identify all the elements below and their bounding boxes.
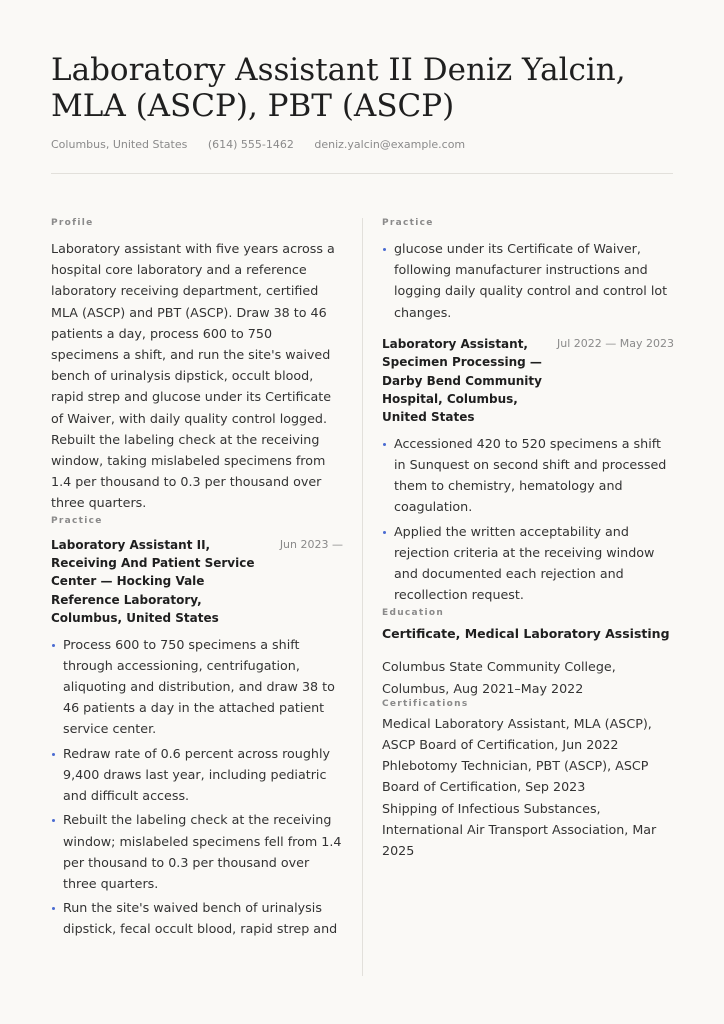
list-item: Run the site's waived bench of urinalysis dipstick, fecal occult blood, rapid strep and: [51, 897, 343, 939]
column-divider: [362, 218, 363, 976]
job-bullets: [51, 634, 343, 940]
list-item: Applied the written acceptability and rejection criteria at the receiving window and documented each rejection and recollection request.: [382, 521, 674, 606]
resume-header: [51, 52, 673, 151]
profile-label: Profile: [51, 218, 94, 228]
job-header: [382, 335, 674, 427]
education-section: [382, 608, 674, 698]
certification-item: Phlebotomy Technician, PBT (ASCP), ASCP Board of Certification, Sep 2023: [382, 758, 649, 795]
certification-item: Medical Laboratory Assistant, MLA (ASCP), ASCP Board of Certification, Jun 2022: [382, 715, 652, 753]
education-label: Education: [382, 608, 445, 619]
continued-bullets: [382, 238, 674, 323]
job-header: [51, 536, 343, 628]
profile-section: [51, 218, 343, 514]
list-item: Rebuilt the labeling check at the receiving window; mislabeled specimens fell from 1.4 per thousand to 0.3 per thousand over three quarters.: [51, 809, 343, 894]
list-item: Process 600 to 750 specimens a shift through accessioning, centrifugation, aliquoting and distribution, and draw 38 to 46 patients a day in the attached patient service center.: [51, 634, 343, 740]
certifications-label: Certifications: [382, 698, 469, 709]
job-title: Laboratory Assistant, Specimen Processing — Darby Bend Community Hospital, Columbus, United States: [382, 336, 542, 425]
job-title: Laboratory Assistant II, Receiving And Patient Service Center — Hocking Vale Reference Laboratory, Columbus, United States: [51, 537, 255, 626]
candidate-name: Laboratory Assistant II Deniz Yalcin, MLA (ASCP), PBT (ASCP): [51, 52, 626, 124]
job-dates: Jul 2022 — May 2023: [557, 336, 674, 350]
practice-section-left: [51, 516, 343, 940]
job-bullets: [382, 433, 674, 606]
contact-line: [51, 138, 673, 151]
right-column: [382, 218, 674, 861]
practice-label: Practice: [51, 515, 103, 526]
list-item: Accessioned 420 to 520 specimens a shift in Sunquest on second shift and processed them to chemistry, hematology and coagulation.: [382, 433, 674, 518]
profile-text: Laboratory assistant with five years across a hospital core laboratory and a reference laboratory receiving department, certified MLA (ASCP) and PBT (ASCP). Draw 38 to 46 patients a day, process 600 to 750 specimens a shift, and run the site's waived bench of urinalysis dipstick, occult blood, rapid strep and glucose under its Certificate of Waiver, with daily quality control logged. Rebuilt the labeling check at the receiving window, taking mislabeled specimens from 1.4 per thousand to 0.3 per thousand over three quarters.: [51, 241, 335, 511]
phone-text: (614) 555-1462: [207, 138, 294, 151]
education-title: Certificate, Medical Laboratory Assisting: [382, 626, 670, 642]
left-column: [51, 218, 343, 943]
practice-label: Practice: [382, 218, 434, 228]
practice-section-right: [382, 218, 674, 605]
location-text: Columbus, United States: [51, 138, 188, 151]
email-text: deniz.yalcin@example.com: [314, 138, 466, 151]
certification-item: Shipping of Infectious Substances, International Air Transport Association, Mar 2025: [382, 800, 657, 859]
header-divider: [51, 173, 673, 174]
job-dates: Jun 2023 —: [279, 537, 343, 551]
education-detail: Columbus State Community College, Columbus, Aug 2021–May 2022: [382, 659, 616, 696]
list-item: glucose under its Certificate of Waiver, following manufacturer instructions and logging daily quality control and control lot changes.: [382, 238, 674, 323]
certifications-section: [382, 699, 674, 861]
list-item: Redraw rate of 0.6 percent across roughly 9,400 draws last year, including pediatric and difficult access.: [51, 743, 343, 807]
